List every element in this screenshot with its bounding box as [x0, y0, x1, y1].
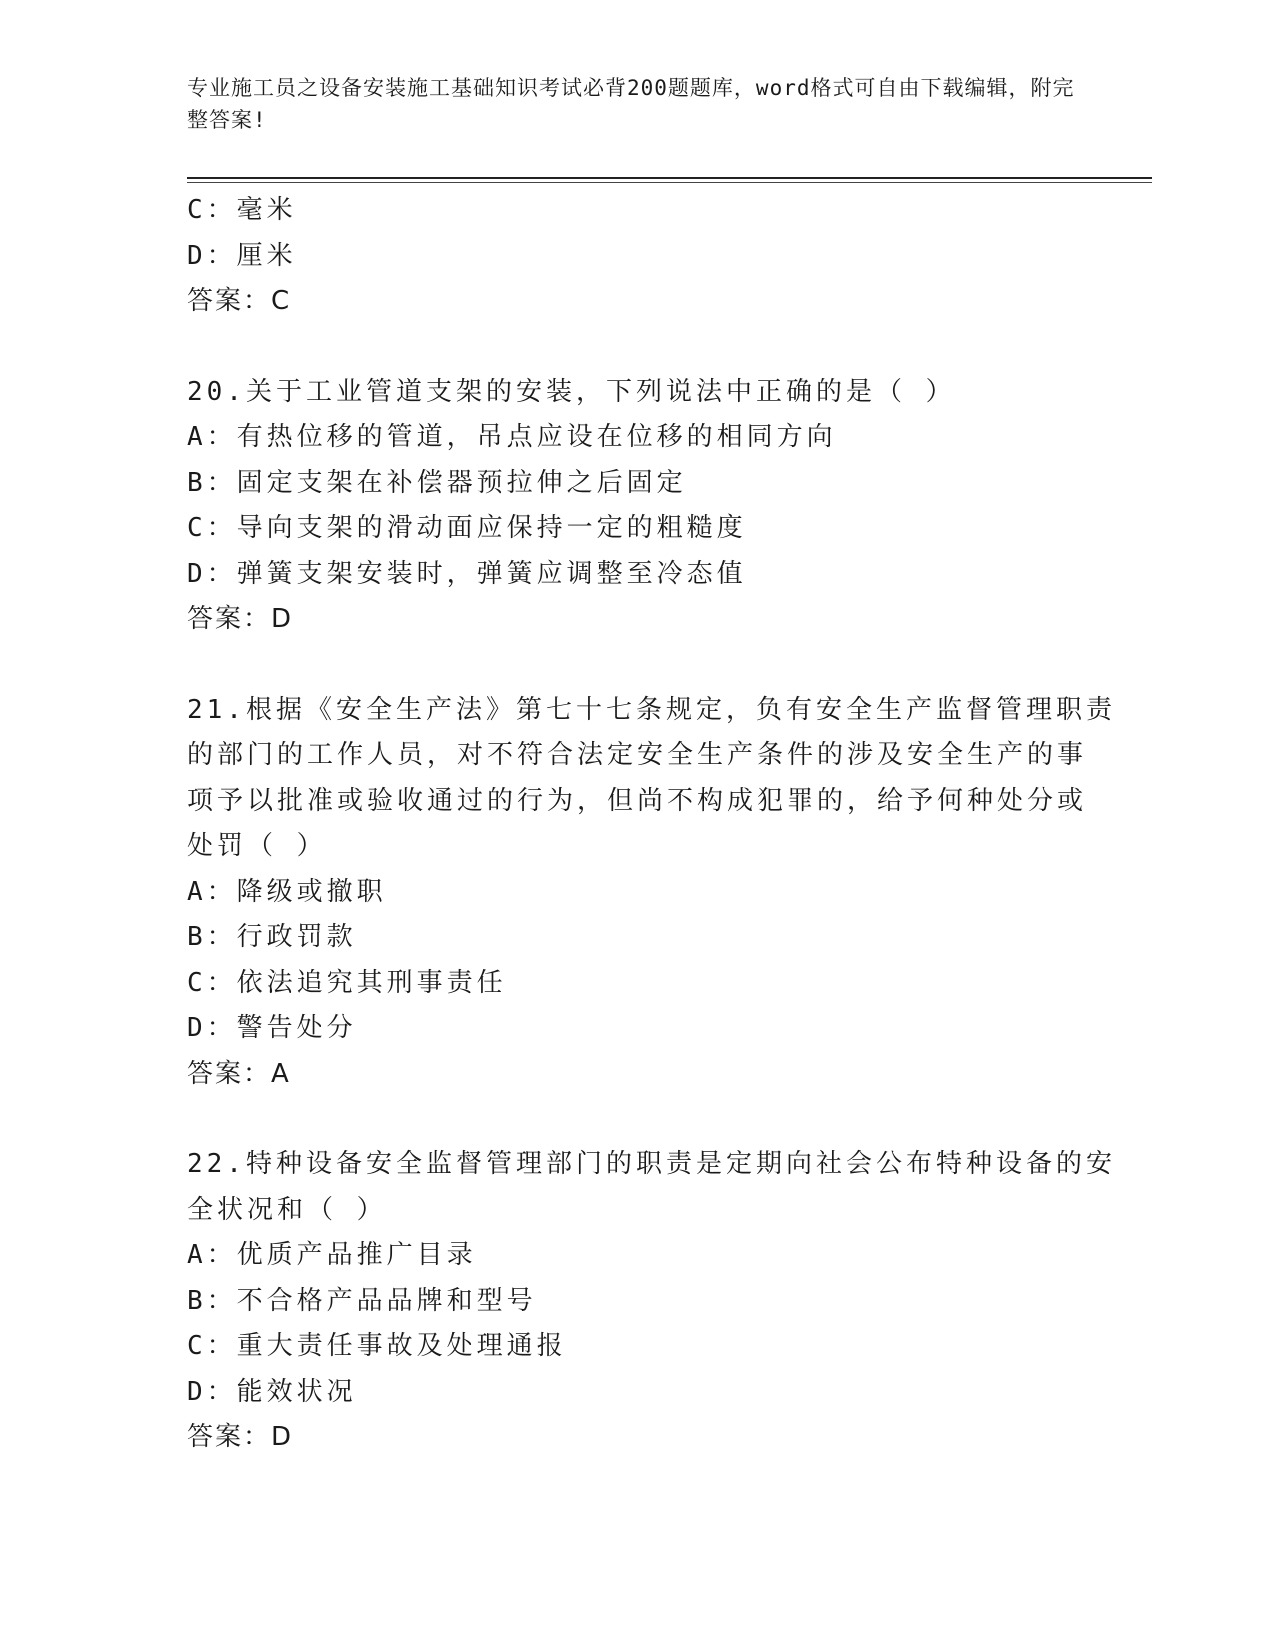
- answer-line: 答案：D: [187, 604, 294, 634]
- answer-line: 答案：C: [187, 286, 292, 316]
- header-rule-thin: [187, 182, 1152, 183]
- option-d: D：警告处分: [187, 1013, 357, 1043]
- header-rule-thick: [187, 177, 1152, 179]
- option-c: C：导向支架的滑动面应保持一定的粗糙度: [187, 513, 747, 543]
- question-text-line: 21.根据《安全生产法》第七十七条规定，负有安全生产监督管理职责: [187, 694, 1116, 725]
- answer-line: 答案：A: [187, 1058, 291, 1089]
- option-c: C：重大责任事故及处理通报: [187, 1331, 567, 1361]
- option-b: B：行政罚款: [187, 922, 357, 952]
- question-22: [187, 1142, 1116, 1461]
- document-body: [187, 188, 1116, 1461]
- option-b: B：固定支架在补偿器预拉伸之后固定: [187, 467, 687, 498]
- option-b: B：不合格产品品牌和型号: [187, 1285, 537, 1316]
- question-text-line: 全状况和（ ）: [187, 1194, 387, 1225]
- option-a: A：优质产品推广目录: [187, 1240, 477, 1270]
- question-text-line: 的部门的工作人员，对不符合法定安全生产条件的涉及安全生产的事: [187, 740, 1088, 770]
- answer-line: 答案：D: [187, 1422, 294, 1452]
- question-text-line: 项予以批准或验收通过的行为，但尚不构成犯罪的，给予何种处分或: [187, 785, 1088, 816]
- option-d: D：弹簧支架安装时，弹簧应调整至冷态值: [187, 558, 747, 589]
- question-20: [187, 370, 1087, 643]
- option-a: A：有热位移的管道，吊点应设在位移的相同方向: [187, 422, 837, 452]
- question-text-line: 处罚（ ）: [187, 831, 327, 861]
- option-d: D：厘米: [187, 240, 297, 271]
- question-text-line: 22.特种设备安全监督管理部门的职责是定期向社会公布特种设备的安: [187, 1149, 1116, 1179]
- question-text: 20.关于工业管道支架的安装，下列说法中正确的是（ ）: [187, 376, 956, 407]
- option-c: C：依法追究其刑事责任: [187, 967, 507, 998]
- option-d: D：能效状况: [187, 1376, 357, 1407]
- document-header: 专业施工员之设备安装施工基础知识考试必背200题题库，word格式可自由下载编辑，附完整答案!: [187, 76, 1075, 132]
- option-c: C：毫米: [187, 195, 297, 225]
- option-a: A：降级或撤职: [187, 876, 387, 907]
- question-21: [187, 688, 1116, 1098]
- continued-question: [187, 188, 1087, 325]
